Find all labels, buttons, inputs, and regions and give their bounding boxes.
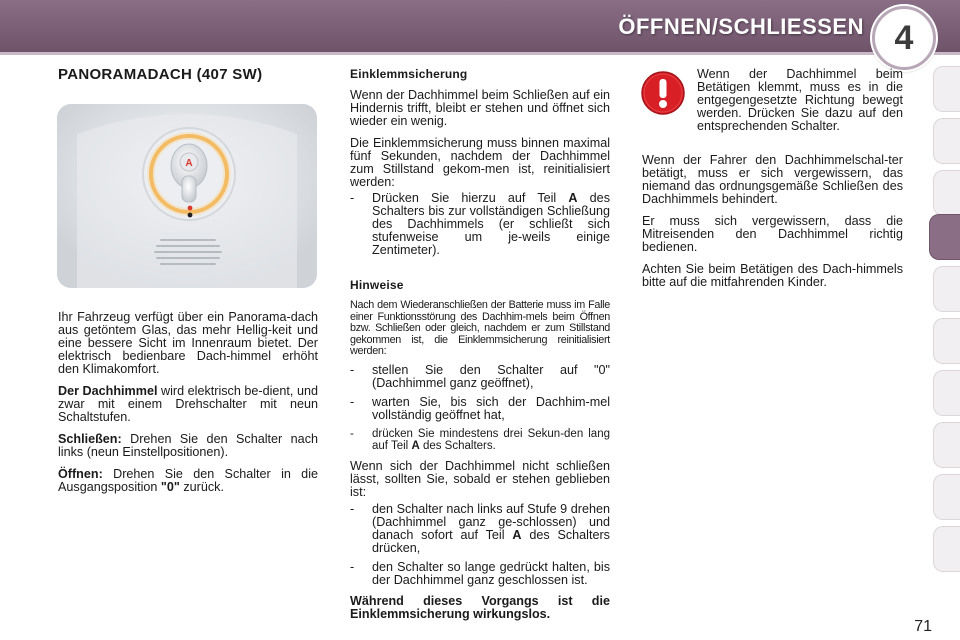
- list-item: - stellen Sie den Schalter auf "0" (Dachhimmel ganz geöffnet),: [350, 364, 610, 390]
- chapter-tabs: [928, 66, 960, 576]
- list-item: - den Schalter so lange gedrückt halten, bis der Dachhimmel ganz geschlossen ist.: [350, 561, 610, 587]
- page-title: PANORAMADACH (407 SW): [58, 66, 263, 83]
- fallback-steps: [350, 503, 610, 587]
- list-item: - den Schalter nach links auf Stufe 9 drehen (Dachhimmel ganz ge-schlossen) und danach sofort auf Teil A des Schalters drücken,: [350, 503, 610, 555]
- paragraph-closing: Schließen: Drehen Sie den Schalter nach links (neun Einstellpositionen).: [58, 432, 318, 459]
- header-divider: [0, 52, 960, 55]
- paragraph-driver-check: Wenn der Fahrer den Dachhimmelschal-ter betätigt, muss er sich vergewissern, das niemand das ordnungsgemäße Schließen des Dachhimmels behindert.: [642, 153, 903, 206]
- paragraph-reinit: Die Einklemmsicherung muss binnen maximal fünf Sekunden, nachdem der Dachhimmel zum Stillstand gekom-men ist, reinitialisiert werden:: [350, 136, 610, 189]
- chapter-tab[interactable]: [933, 318, 960, 364]
- chapter-number: 4: [894, 18, 914, 57]
- figure-label-a: A: [185, 158, 193, 169]
- page-number: 71: [914, 618, 932, 635]
- paragraph-passengers: Er muss sich vergewissern, dass die Mitreisenden den Dachhimmel richtig bedienen.: [642, 214, 903, 254]
- chapter-tab[interactable]: [933, 118, 960, 164]
- paragraph-roof-lining: Der Dachhimmel wird elektrisch be-dient, und zwar mit einem Drehschalter mit neun Schaltstufen.: [58, 384, 318, 424]
- chapter-title: ÖFFNEN/SCHLIESSEN: [618, 14, 864, 39]
- left-column: [58, 311, 318, 503]
- warning-paragraph: Wenn der Dachhimmel beim Betätigen klemmt, muss es in die entgegengesetzte Richtung bewegt werden. Drücken Sie dazu auf den entsprechenden Schalter.: [697, 67, 903, 133]
- roof-switch-illustration: [57, 104, 317, 288]
- paragraph-children: Achten Sie beim Betätigen des Dach-himmels bitte auf die mitfahrenden Kinder.: [642, 262, 903, 289]
- chapter-number-badge[interactable]: [872, 6, 936, 70]
- reinit-steps: [350, 192, 610, 257]
- chapter-tab[interactable]: [933, 370, 960, 416]
- chapter-tab[interactable]: [933, 66, 960, 112]
- warning-text: [697, 68, 903, 142]
- chapter-tab[interactable]: [933, 422, 960, 468]
- closing-warning: Während dieses Vorgangs ist die Einklemmsicherung wirkungslos.: [350, 593, 610, 621]
- right-column: [642, 154, 903, 298]
- chapter-tab[interactable]: [933, 526, 960, 572]
- section-heading-anti-pinch: Einklemmsicherung: [350, 67, 468, 81]
- notes-paragraph: Nach dem Wiederanschließen der Batterie muss im Falle einer Funktionsstörung des Dachhim-mels beim Öffnen bzw. Schließen oder gleich, nachdem er zum Stillstand gekommen ist, die Einklemmsicherung reinitialisiert werden:: [350, 299, 610, 357]
- paragraph-not-closing: Wenn sich der Dachhimmel nicht schließen lässt, sollten Sie, sobald er stehen geblieben ist:: [350, 458, 610, 499]
- roof-switch-drawing: [57, 104, 317, 288]
- chapter-tab[interactable]: [933, 170, 960, 216]
- list-item: - drücken Sie mindestens drei Sekun-den lang auf Teil A des Schalters.: [350, 428, 610, 452]
- middle-column: [350, 68, 610, 630]
- list-item: - Drücken Sie hierzu auf Teil A des Schalters bis zur vollständigen Schließung des Dachhimmels (er schließt sich stufenweise um je-weils einige Zentimeter).: [350, 192, 610, 257]
- exclamation-warning-icon: [640, 70, 686, 116]
- section-heading-notes: Hinweise: [350, 278, 404, 292]
- paragraph-anti-pinch: Wenn der Dachhimmel beim Schließen auf ein Hindernis trifft, bleibt er stehen und öffnet sich wieder ein wenig.: [350, 88, 610, 128]
- chapter-tab-active[interactable]: [929, 214, 960, 260]
- list-item: - warten Sie, bis sich der Dachhim-mel vollständig geöffnet hat,: [350, 396, 610, 422]
- chapter-tab[interactable]: [933, 266, 960, 312]
- paragraph-opening: Öffnen: Drehen Sie den Schalter in die Ausgangsposition "0" zurück.: [58, 467, 318, 494]
- chapter-tab[interactable]: [933, 474, 960, 520]
- intro-paragraph: Ihr Fahrzeug verfügt über ein Panorama-dach aus getöntem Glas, das mehr Hellig-keit und eine bessere Sicht im Innenraum bietet. Der elektrisch bedienbare Dach-himmel erhöht den Klimakomfort.: [58, 310, 318, 376]
- notes-steps: [350, 364, 610, 452]
